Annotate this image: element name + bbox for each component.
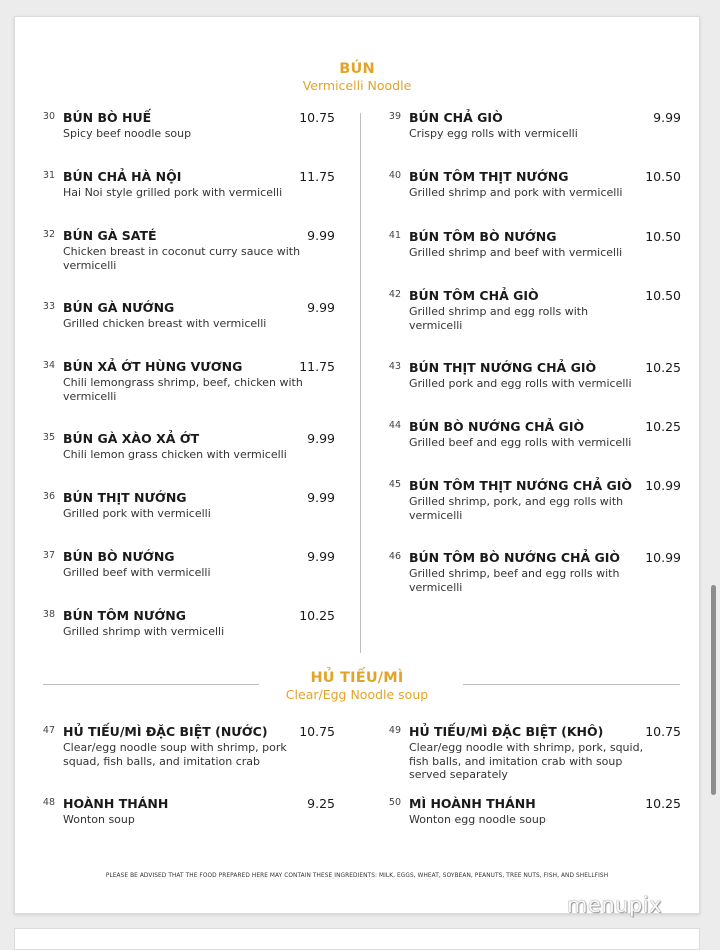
item-price: 9.25 — [307, 796, 335, 811]
item-name: BÚN THỊT NƯỚNG — [63, 490, 187, 505]
section-subtitle-bun: Vermicelli Noodle — [302, 78, 412, 93]
item-number: 32 — [42, 229, 55, 240]
item-number: 37 — [42, 550, 55, 561]
item-description: Grilled pork and egg rolls with vermicelli — [409, 377, 632, 390]
item-price: 10.99 — [645, 478, 681, 493]
item-price: 10.75 — [299, 724, 335, 739]
menu-page — [14, 16, 700, 917]
item-description: Chili lemongrass shrimp, beef, chicken with vermicelli — [63, 376, 303, 403]
item-name: BÚN CHẢ HÀ NỘI — [63, 169, 182, 184]
item-description: Crispy egg rolls with vermicelli — [409, 127, 578, 140]
item-description: Grilled shrimp, pork, and egg rolls with vermicelli — [409, 495, 624, 522]
item-price: 9.99 — [307, 300, 335, 315]
item-name: BÚN GÀ SATÉ — [63, 228, 157, 243]
item-price: 10.25 — [645, 419, 681, 434]
item-number: 48 — [42, 797, 55, 808]
item-number: 30 — [42, 111, 55, 122]
item-description: Chicken breast in coconut curry sauce with vermicelli — [63, 245, 301, 272]
item-name: BÚN THỊT NƯỚNG CHẢ GIÒ — [409, 360, 597, 375]
item-price: 10.75 — [299, 110, 335, 125]
item-name: BÚN GÀ NƯỚNG — [63, 300, 175, 315]
item-number: 35 — [42, 432, 55, 443]
column-divider — [360, 113, 361, 653]
item-number: 42 — [388, 289, 401, 300]
item-description: Wonton soup — [63, 813, 135, 826]
item-number: 33 — [42, 301, 55, 312]
item-price: 10.75 — [645, 724, 681, 739]
item-name: BÚN TÔM CHẢ GIÒ — [409, 288, 539, 303]
menupix-watermark: menupix — [567, 893, 663, 917]
item-description: Grilled shrimp with vermicelli — [63, 625, 225, 638]
item-number: 41 — [388, 230, 401, 241]
item-description: Hai Noi style grilled pork with vermicelli — [63, 186, 283, 199]
item-name: BÚN TÔM THỊT NƯỚNG — [409, 169, 569, 184]
item-description: Clear/egg noodle soup with shrimp, pork squad, fish balls, and imitation crab — [63, 741, 287, 768]
item-description: Wonton egg noodle soup — [409, 813, 546, 826]
item-price: 10.50 — [645, 229, 681, 244]
item-name: HỦ TIẾU/MÌ ĐẶC BIỆT (KHÔ) — [409, 724, 604, 739]
item-description: Spicy beef noodle soup — [63, 127, 192, 140]
item-name: HỦ TIẾU/MÌ ĐẶC BIỆT (NƯỚC) — [63, 724, 268, 739]
item-number: 49 — [388, 725, 401, 736]
item-price: 10.50 — [645, 169, 681, 184]
item-price: 9.99 — [307, 549, 335, 564]
item-number: 44 — [388, 420, 401, 431]
item-name: HOÀNH THÁNH — [63, 796, 169, 811]
item-name: BÚN CHẢ GIÒ — [409, 110, 503, 125]
item-price: 9.99 — [307, 228, 335, 243]
item-name: BÚN TÔM BÒ NƯỚNG — [409, 229, 557, 244]
item-number: 50 — [388, 797, 401, 808]
next-page-edge — [14, 928, 700, 950]
item-number: 38 — [42, 609, 55, 620]
item-price: 10.99 — [645, 550, 681, 565]
item-description: Grilled beef and egg rolls with vermicelli — [409, 436, 632, 449]
item-name: BÚN XẢ ỚT HÙNG VƯƠNG — [63, 359, 243, 374]
section-title-hu-tieu: HỦ TIẾU/MÌ — [310, 670, 404, 686]
item-description: Grilled chicken breast with vermicelli — [63, 317, 267, 330]
item-price: 11.75 — [299, 359, 335, 374]
item-price: 9.99 — [653, 110, 681, 125]
item-price: 10.25 — [645, 360, 681, 375]
item-description: Grilled beef with vermicelli — [63, 566, 211, 579]
item-description: Clear/egg noodle with shrimp, pork, squid, fish balls, and imitation crab with soup served separately — [409, 741, 644, 782]
item-description: Grilled shrimp and beef with vermicelli — [409, 246, 623, 259]
item-name: BÚN TÔM BÒ NƯỚNG CHẢ GIÒ — [409, 550, 621, 565]
item-name: BÚN TÔM THỊT NƯỚNG CHẢ GIÒ — [409, 478, 633, 493]
scrollbar-thumb[interactable] — [711, 585, 716, 795]
item-number: 31 — [42, 170, 55, 181]
item-name: BÚN BÒ NƯỚNG — [63, 549, 175, 564]
item-price: 9.99 — [307, 431, 335, 446]
item-price: 10.25 — [299, 608, 335, 623]
item-number: 46 — [388, 551, 401, 562]
item-description: Grilled pork with vermicelli — [63, 507, 211, 520]
item-name: BÚN TÔM NƯỚNG — [63, 608, 186, 623]
item-price: 10.25 — [645, 796, 681, 811]
item-description: Grilled shrimp, beef and egg rolls with vermicelli — [409, 567, 620, 594]
item-number: 39 — [388, 111, 401, 122]
item-price: 11.75 — [299, 169, 335, 184]
item-price: 9.99 — [307, 490, 335, 505]
item-name: BÚN GÀ XÀO XẢ ỚT — [63, 431, 200, 446]
item-description: Grilled shrimp and egg rolls with vermicelli — [409, 305, 589, 332]
item-number: 40 — [388, 170, 401, 181]
item-name: BÚN BÒ HUẾ — [63, 110, 152, 125]
item-description: Grilled shrimp and pork with vermicelli — [409, 186, 623, 199]
item-number: 43 — [388, 361, 401, 372]
item-description: Chili lemon grass chicken with vermicelli — [63, 448, 287, 461]
section-title-bun: BÚN — [339, 61, 375, 77]
item-number: 47 — [42, 725, 55, 736]
allergen-disclaimer: PLEASE BE ADVISED THAT THE FOOD PREPARED HERE MAY CONTAIN THESE INGREDIENTS: MILK, EGGS, WHEAT, SOYBEAN, PEANUTS, TREE NUTS, FISH, AND SHELLFISH — [105, 873, 609, 879]
item-number: 45 — [388, 479, 401, 490]
item-name: BÚN BÒ NƯỚNG CHẢ GIÒ — [409, 419, 585, 434]
item-number: 34 — [42, 360, 55, 371]
item-number: 36 — [42, 491, 55, 502]
item-name: MÌ HOÀNH THÁNH — [409, 796, 536, 811]
item-price: 10.50 — [645, 288, 681, 303]
section-subtitle-hu-tieu: Clear/Egg Noodle soup — [285, 687, 429, 702]
